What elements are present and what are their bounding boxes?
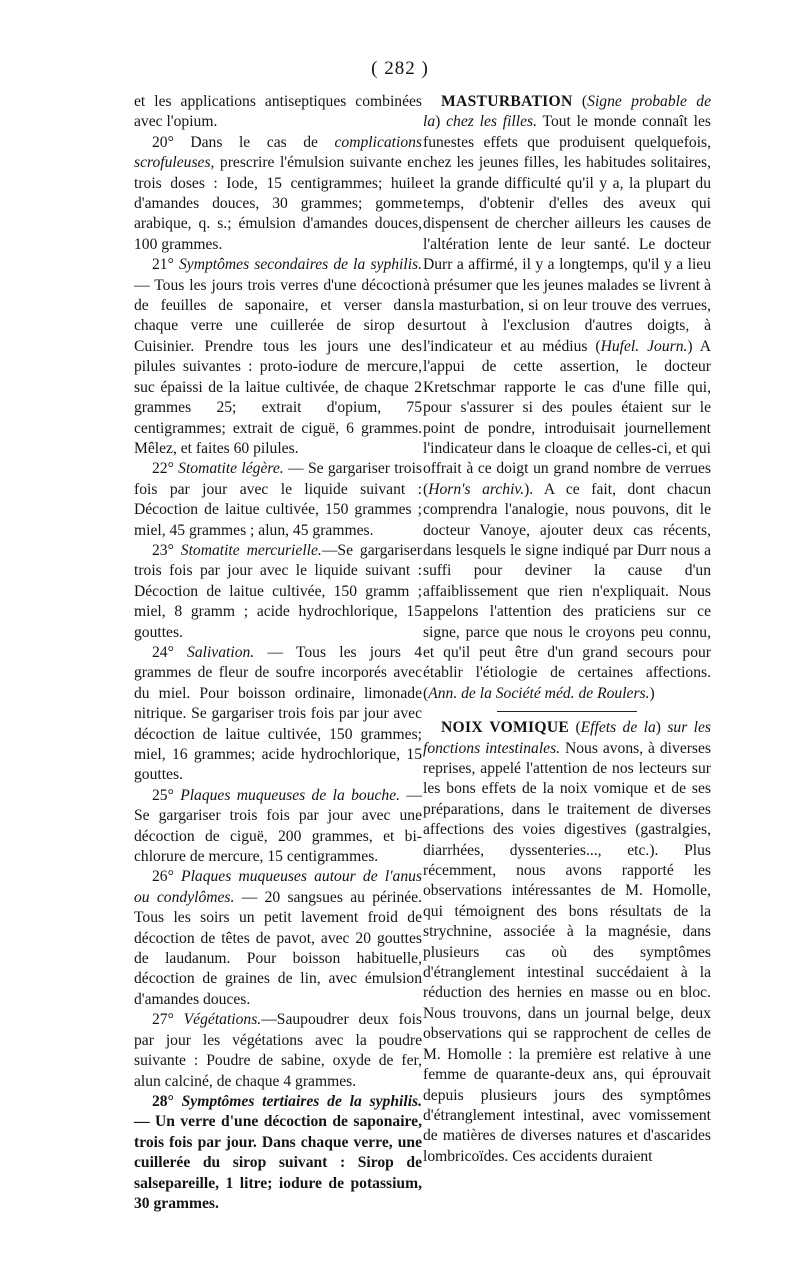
noix-vomique-heading: NOIX VOMIQUE: [441, 719, 570, 737]
item-26-number: 26°: [152, 868, 182, 886]
item-20: [134, 133, 422, 255]
masturbation-text-3: ). A ce fait, dont chacun comprendra l'analogie, nous pouvons, dit le docteur Vanoye, ajouter deux cas récents, dans lesquels le signe indiqué par Durr nous a suffi pour deviner la cause d'un affaiblissement que rien n'expliquait. Nous appelons l'attention des praticiens sur ce signe, parce que nous le croyons peu connu, et qu'il peut être d'un grand secours pour établir l'étiologie de certaines affections. (: [423, 480, 711, 702]
left-column: [134, 92, 422, 1214]
masturbation-ref-1: Hufel. Journ.: [600, 337, 688, 355]
page-number: ( 282 ): [371, 58, 429, 79]
item-28-text: — Un verre d'une décoction de saponaire, trois fois par jour. Dans chaque verre, une cuillerée du sirop suivant : Sirop de salsepareille, 1 litre; iodure de potassium, 30 grammes.: [134, 1113, 422, 1212]
masturbation-article: MASTURBATION (Signe probable de la) chez les filles. Tout le monde connaît les funestes effets que produisent quelquefois, chez les jeunes filles, les habitudes solitaires, et la grande difficulté qu'il y a, la plupart du temps, d'obtenir d'elles des aveux qui dispensent de chercher ailleurs les causes de l'altération lente de leur santé. Le docteur Durr a affirmé, il y a longtemps, qu'il y a lieu à présumer que les jeunes malades se livrent à la masturbation, si on leur trouve des verrues, surtout à l'exclusion d'autres doigts, à l'indicateur et au médius (Hufel. Journ.) A l'appui de cette assertion, le docteur Kretschmar rapporte le cas d'une fille qui, pour s'assurer si des poules étaient sur le point de pondre, introduisait journellement l'indicateur dans le cloaque de celles-ci, et qui offrait à ce doigt un grand nombre de verrues (Horn's archiv.). A ce fait, dont chacun comprendra l'analogie, nous pouvons, dit le docteur Vanoye, ajouter deux cas récents, dans lesquels le signe indiqué par Durr nous a suffi pour deviner la cause d'un affaiblissement que rien n'expliquait. Nous appelons l'attention des praticiens sur ce signe, parce que nous le croyons peu connu, et qu'il peut être d'un grand secours pour établir l'étiologie de certaines affections. (Ann. de la Société méd. de Roulers.): [423, 93, 712, 702]
masturbation-ref-2: Horn's archiv.: [428, 480, 525, 498]
item-21: [134, 255, 422, 459]
item-24-title: Salivation.: [187, 643, 255, 661]
masturbation-ref-3: Ann. de la Société méd. de Roulers.: [428, 684, 650, 702]
item-26-text: — 20 sangsues au périnée. Tous les soirs un petit lavement froid de décoction de têtes de pavot, avec 20 gouttes de laudanum. Pour boisson habituelle, décoction de graines de lin, avec émulsion d'amandes douces.: [134, 888, 422, 1008]
masturbation-heading: MASTURBATION: [441, 93, 573, 110]
item-20-title: complications scrofuleuses: [134, 133, 422, 172]
item-22-number: 22°: [152, 460, 179, 478]
item-24-number: 24°: [152, 643, 188, 661]
item-21-number: 21°: [152, 256, 179, 274]
noix-vomique-text: Nous avons, à diverses reprises, appelé l'attention de nos lecteurs sur les bons effets de la noix vomique et de ses préparations, dans le traitement de diverses affections des voies digestives (gastralgies, diarrhées, dyssenteries..., etc.). Plus récemment, nous avons rapporté les observations intéressantes de M. Homolle, qui témoignent des bons résultats de la strychnine, associée à la magnésie, dans plusieurs cas où des symptômes d'étranglement intestinal succédaient à la réduction des hernies en masse ou en bloc. Nous trouvons, dans un journal belge, deux observations qui se rapprochent de celles de M. Homolle : la première est relative à une femme de quarante-deux ans, qui éprouvait depuis plusieurs jours des symptômes d'étranglement intestinal, avec vomissement de matières de diverses natures et d'ascarides lombricoïdes. Ces accidents duraient: [423, 739, 711, 1165]
item-25-number: 25°: [152, 786, 181, 804]
item-25-text: — Se gargariser trois fois par jour avec une décoction de ciguë, 200 grammes, et bi-chlorure de mercure, 15 centigrammes.: [134, 786, 422, 866]
item-20-number: 20° Dans le cas de: [152, 133, 335, 151]
item-25-title: Plaques muqueuses de la bouche.: [180, 786, 401, 804]
right-column: [423, 92, 711, 1167]
item-28-number: 28°: [152, 1092, 182, 1110]
noix-vomique-subtitle-2: sur les fonctions intestinales.: [423, 719, 711, 757]
item-23-text: —Se gargariser trois fois par jour avec le liquide suivant : Décoction de laitue cultivée, 150 gramm ; miel, 8 gramm ; acide hydrochlorique, 15 gouttes.: [134, 541, 422, 641]
masturbation-subtitle-2: chez les filles.: [446, 113, 537, 131]
item-28: [134, 1092, 422, 1214]
item-24-text: — Tous les jours 4 grammes de fleur de soufre incorporés avec du miel. Pour boisson ordinaire, limonade nitrique. Se gargariser trois fois par jour avec décoction de laitue cultivée, 150 grammes; miel, 16 grammes; acide hydrochlorique, 15 gouttes.: [134, 643, 422, 784]
item-23-number: 23°: [152, 541, 181, 559]
masturbation-subtitle: Signe probable de la: [423, 93, 712, 131]
item-28-title: Symptômes tertiaires de la syphilis.: [181, 1092, 422, 1110]
item-21-title: Symptômes secondaires de la syphilis.: [178, 256, 423, 274]
masturbation-text-1: Tout le monde connaît les funestes effets que produisent quelquefois, chez les jeunes filles, les habitudes solitaires, et la grande difficulté qu'il y a, la plupart du temps, d'obtenir d'elles des aveux qui dispensent de chercher ailleurs les causes de l'altération lente de leur santé. Le docteur Durr a affirmé, il y a longtemps, qu'il y a lieu à présumer que les jeunes malades se livrent à la masturbation, si on leur trouve des verrues, surtout à l'exclusion d'autres doigts, à l'indicateur et au médius (: [423, 113, 711, 355]
item-27-text: —Saupoudrer deux fois par jour les végétations avec la poudre suivante : Poudre de sabine, oxyde de fer, alun calciné, de chaque 4 grammes.: [134, 1011, 422, 1090]
item-20-text: , prescrire l'émulsion suivante en trois doses : Iode, 15 centigrammes; huile d'amandes douces, 30 grammes; gomme arabique, q. s.; émulsion d'amandes douces, 100 grammes.: [134, 154, 422, 253]
item-26-title: Plaques muqueuses autour de l'anus ou condylômes.: [134, 868, 422, 906]
item-25: [134, 786, 422, 868]
item-23-title: Stomatite mercurielle.: [180, 541, 322, 559]
item-22: [134, 459, 422, 541]
item-23: [134, 541, 422, 643]
item-22-title: Stomatite légère.: [178, 460, 284, 478]
item-24: [134, 643, 422, 786]
item-21-text: — Tous les jours trois verres d'une décoction de feuilles de saponaire, et verser dans chaque verre une cuillerée de sirop de Cuisinier. Prendre tous les jours une des pilules suivantes : proto-iodure de mercure, suc épaissi de la laitue cultivée, de chaque 2 grammes 25; extrait d'opium, 75 centigrammes; extrait de ciguë, 6 grammes. Mêlez, et faites 60 pilules.: [134, 276, 422, 457]
item-26: [134, 867, 422, 1010]
item-27-number: 27°: [152, 1011, 184, 1029]
item-27-title: Végétations.: [183, 1011, 262, 1029]
noix-vomique-article: NOIX VOMIQUE (Effets de la) sur les fonctions intestinales. Nous avons, à diverses reprises, appelé l'attention de nos lecteurs sur les bons effets de la noix vomique et de ses préparations, dans le traitement de diverses affections des voies digestives (gastralgies, diarrhées, dyssenteries..., etc.). Plus récemment, nous avons rapporté les observations intéressantes de M. Homolle, qui témoignent des bons résultats de la strychnine, associée à la magnésie, dans plusieurs cas où des symptômes d'étranglement intestinal succédaient à la réduction des hernies en masse ou en bloc. Nous trouvons, dans un journal belge, deux observations qui se rapprochent de celles de M. Homolle : la première est relative à une femme de quarante-deux ans, qui éprouvait depuis plusieurs jours des symptômes d'étranglement intestinal, avec vomissement de matières de diverses natures et d'ascarides lombricoïdes. Ces accidents duraient: [423, 719, 711, 1165]
masturbation-text-2: ) A l'appui de cette assertion, le docteur Kretschmar rapporte le cas d'une fille qui, pour s'assurer si des poules étaient sur le point de pondre, introduisait journellement l'indicateur dans le cloaque de celles-ci, et qui offrait à ce doigt un grand nombre de verrues (: [423, 337, 711, 498]
item-27: [134, 1010, 422, 1092]
noix-vomique-subtitle: Effets de la: [580, 719, 656, 737]
item-22-text: — Se gargariser trois fois par jour avec le liquide suivant : Décoction de laitue cultivée, 150 grammes ; miel, 45 grammes ; alun, 45 grammes.: [134, 460, 423, 539]
paragraph-continuation: et les applications antiseptiques combinées avec l'opium.: [134, 93, 422, 131]
section-divider: [497, 711, 637, 712]
